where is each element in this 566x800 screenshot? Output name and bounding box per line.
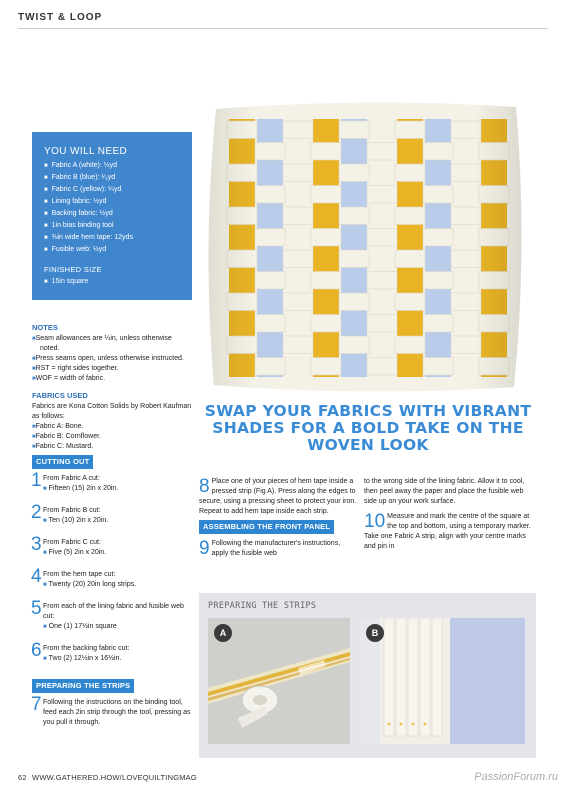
step-text: From Fabric B cut: [43,507,101,514]
step-sub: ■ Twenty (20) 20in long strips. [43,580,192,590]
cutting-step [31,566,192,590]
step-sub: ■ Two (2) 12½in x 16½in. [43,654,192,664]
watermark: PassionForum.ru [474,771,558,783]
section-header: TWIST & LOOP [18,12,103,23]
middle-column [199,477,357,559]
step-text: From the hem tape cut: [43,571,116,578]
cutting-step [31,502,192,526]
step-9 [199,539,357,559]
finished-size-title: FINISHED SIZE [44,265,102,274]
figure-a-photo [208,618,350,744]
supplies-list [44,160,184,256]
fabric-item: ■ Fabric C: Mustard. [32,442,192,452]
pull-quote-headline: SWAP YOUR FABRICS WITH VIBRANT SHADES FOR A BOLD TAKE ON THE WOVEN LOOK [204,402,532,454]
page-footer [18,773,197,782]
step-sub: ■ Ten (10) 2in x 20in. [43,516,192,526]
step-number: 10 [364,511,386,532]
step-number: 7 [31,694,42,715]
step-text: From the backing fabric cut: [43,645,130,652]
step-sub: ■ One (1) 17½in square [43,622,192,632]
continued-text: to the wrong side of the lining fabric. Allow it to cool, then peel away the paper and place the fusible web side up on your work surface. [364,478,525,505]
step-10 [364,512,536,552]
supply-item: ■ Fusible web: ½yd [44,244,184,256]
you-will-need-box [32,132,192,300]
fabric-item: ■ Fabric A: Bone. [32,422,192,432]
step-number: 5 [31,598,42,619]
preparing-step [31,694,192,728]
step-8 [199,477,357,517]
assembling-heading: ASSEMBLING THE FRONT PANEL [199,520,334,534]
note-item: ■ Press seams open, unless otherwise instructed. [32,354,192,364]
website-link[interactable]: WWW.GATHERED.HOW/LOVEQUILTINGMAG [32,773,197,782]
left-column [32,323,192,740]
you-will-need-title: YOU WILL NEED [44,146,128,157]
step-text: From each of the lining fabric and fusible web cut: [43,603,184,620]
step-number: 4 [31,566,42,587]
figure-b-badge: B [366,624,384,642]
page-number: 62 [18,773,27,782]
step-number: 1 [31,470,42,491]
header-rule [18,28,548,29]
step-sub: ■ Fifteen (15) 2in x 20in. [43,484,192,494]
right-column [364,477,536,552]
cutting-step [31,598,192,632]
step-sub: ■ Five (5) 2in x 20in. [43,548,192,558]
cutting-out-heading: CUTTING OUT [32,455,93,469]
supply-item: ■ Fabric A (white): ½yd [44,160,184,172]
finished-size-item: ■ 15in square [44,276,184,288]
fabrics-intro: Fabrics are Kona Cotton Solids by Robert Kaufman as follows: [32,403,192,420]
preparing-strips-panel [199,593,536,758]
supply-item: ■ Fabric B (blue): ¹⁄₃yd [44,172,184,184]
step-text: Measure and mark the centre of the square at the top and bottom, using a temporary marker. Take one Fabric A strip, align with your centre marks and pin in [364,513,531,550]
supply-item: ■ Fabric C (yellow): ¼yd [44,184,184,196]
step-number: 2 [31,502,42,523]
pillow-photo [198,97,536,397]
step-text: Place one of your pieces of hem tape inside a pressed strip (Fig A). Press along the edges to secure, using a pressing sheet to protect your iron. Repeat to add hem tape inside each strip. [199,478,357,515]
step-number: 6 [31,640,42,661]
step-number: 3 [31,534,42,555]
cutting-step [31,640,192,664]
cutting-step [31,470,192,494]
step-number: 9 [199,538,210,559]
figure-b-photo [360,618,525,744]
fabrics-used-title: FABRICS USED [32,391,88,400]
note-item: ■ RST = right sides together. [32,364,192,374]
preparing-strips-heading: PREPARING THE STRIPS [32,679,134,693]
supply-item: ■ 1in bias binding tool [44,220,184,232]
supply-item: ■ ⅜in wide hem tape: 12yds [44,232,184,244]
cutting-step [31,534,192,558]
supply-item: ■ Backing fabric: ½yd [44,208,184,220]
step-text: From Fabric C cut: [43,539,101,546]
step-text: From Fabric A cut: [43,475,100,482]
panel-title: PREPARING THE STRIPS [208,601,317,611]
step-text: Following the instructions on the binding tool, feed each 2in strip through the tool, pressing as you pull it through. [43,699,191,726]
note-item: ■ WOF = width of fabric. [32,374,192,384]
notes-title: NOTES [32,323,58,332]
supply-item: ■ Lining fabric: ½yd [44,196,184,208]
figure-a-badge: A [214,624,232,642]
fabric-item: ■ Fabric B: Cornflower. [32,432,192,442]
note-item: ■ Seam allowances are ¼in, unless otherwise noted. [32,334,192,354]
step-number: 8 [199,476,210,497]
step-text: Following the manufacturer's instructions, apply the fusible web [211,540,341,557]
strips-on-lining-image [360,618,525,744]
woven-pillow-image [198,97,536,397]
